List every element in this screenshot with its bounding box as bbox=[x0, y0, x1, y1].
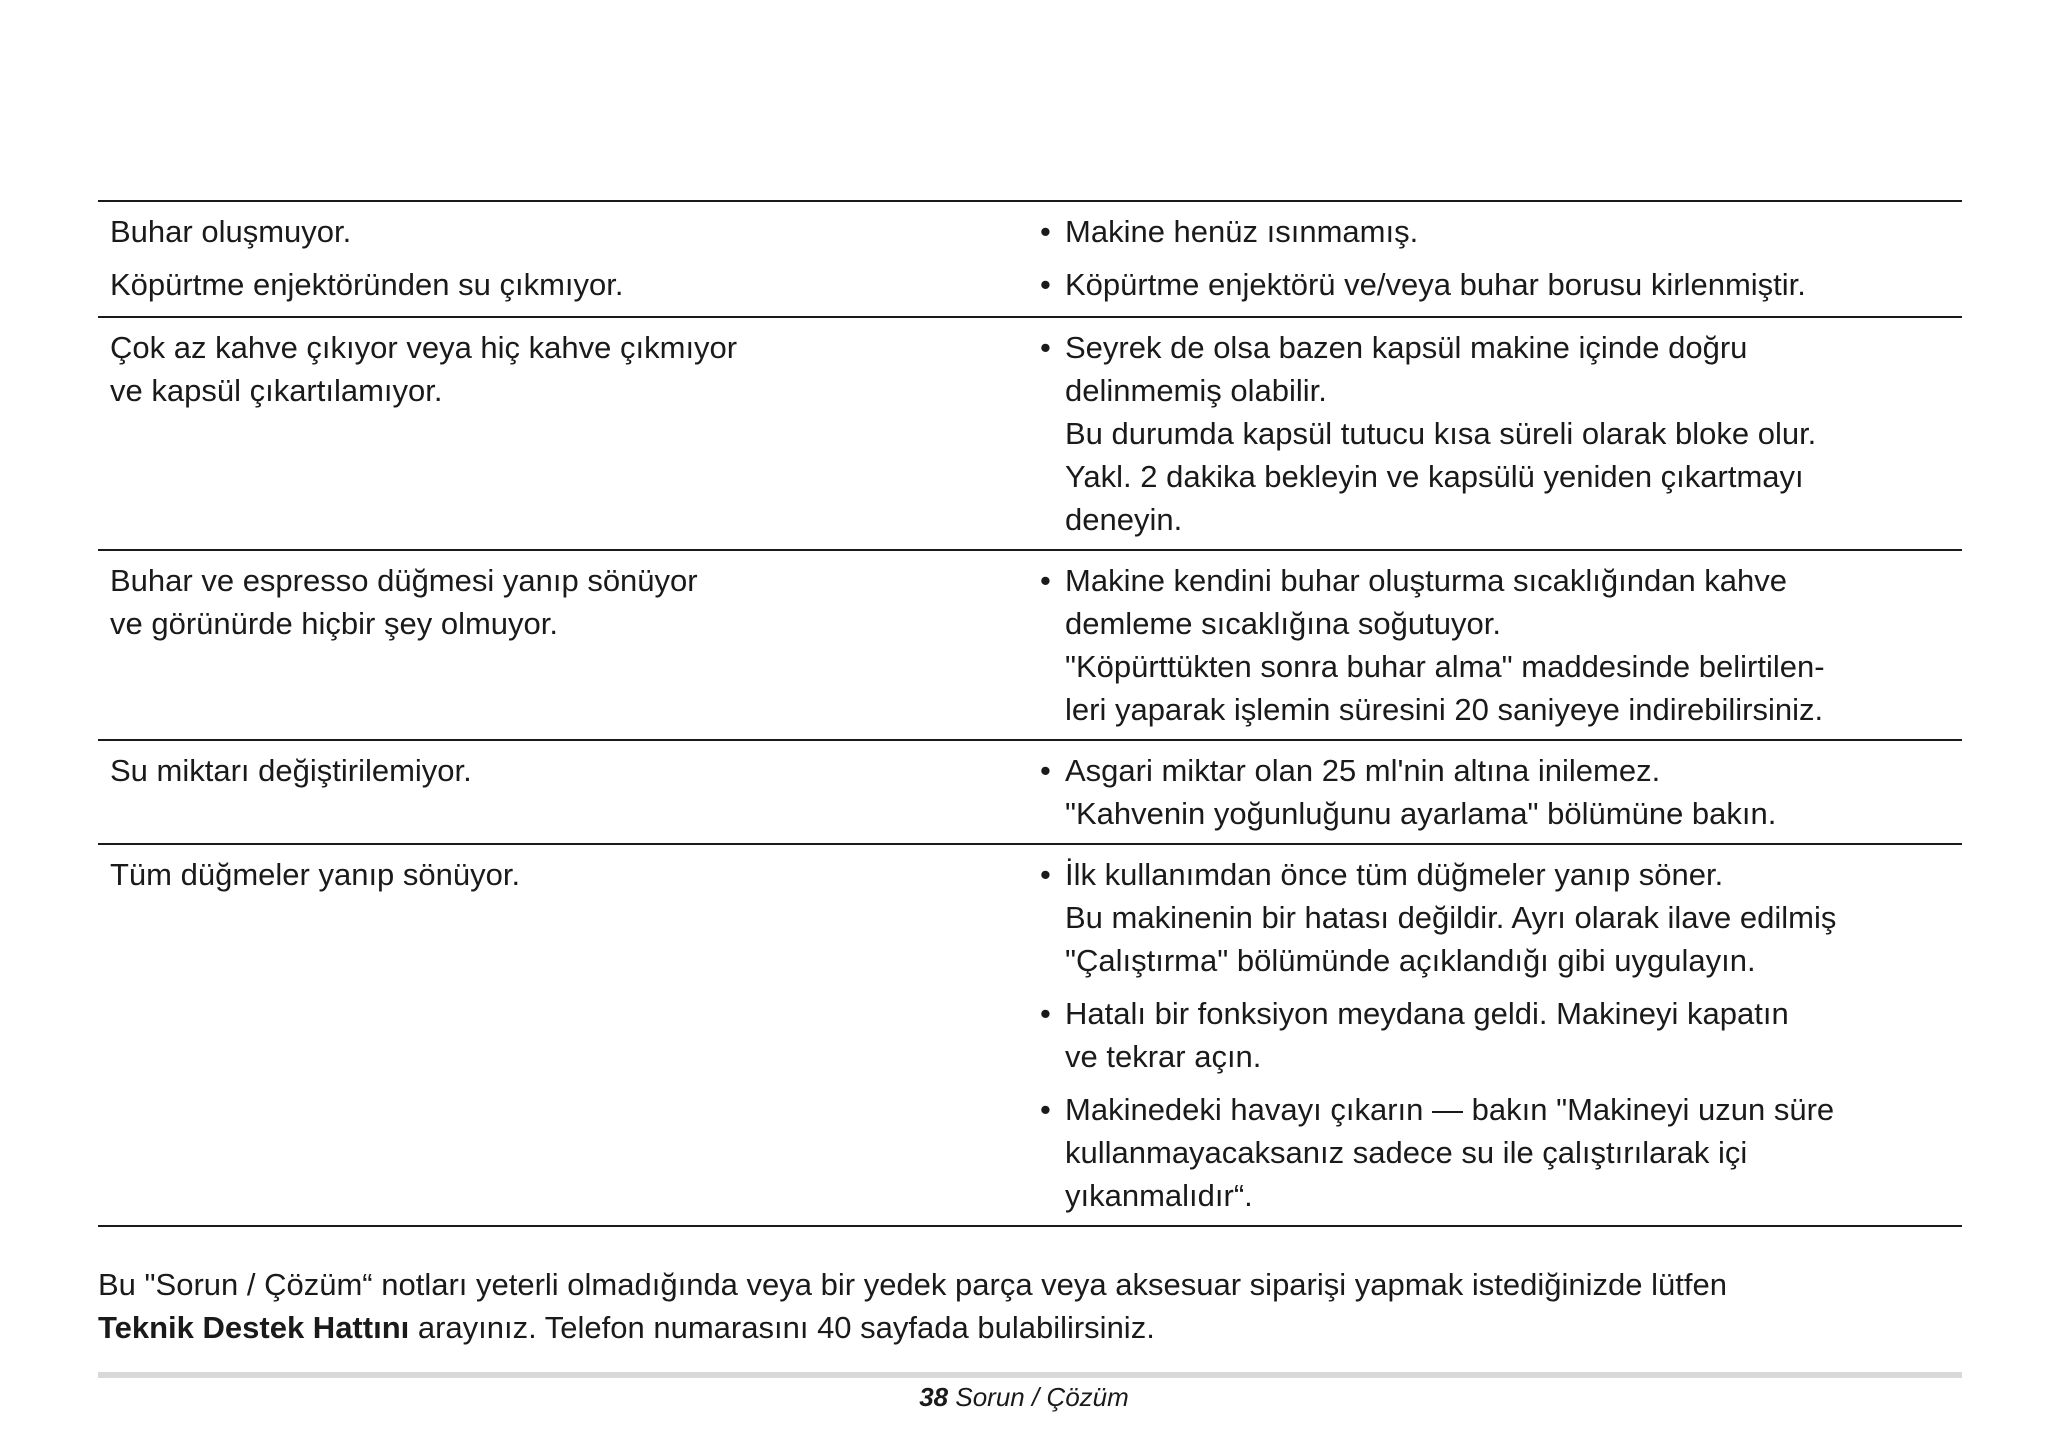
solution-item bbox=[1040, 326, 1962, 541]
table-row bbox=[98, 550, 1962, 740]
bullet: • bbox=[1040, 563, 1051, 598]
bullet: • bbox=[1040, 267, 1051, 302]
solution-cell bbox=[1040, 201, 1962, 317]
problem-text: Tüm düğmeler yanıp sönüyor. bbox=[110, 857, 521, 892]
solution-text: "Kahvenin yoğunluğunu ayarlama" bölümüne bakın. bbox=[1065, 796, 1777, 831]
solution-text: ve tekrar açın. bbox=[1065, 1039, 1262, 1074]
troubleshooting-page bbox=[98, 200, 1962, 1349]
problem-cell bbox=[98, 844, 1040, 1226]
support-hotline-label: Teknik Destek Hattını bbox=[98, 1310, 410, 1345]
support-note bbox=[98, 1263, 1962, 1349]
solution-item bbox=[1040, 853, 1962, 982]
solution-text: İlk kullanımdan önce tüm düğmeler yanıp söner. bbox=[1065, 857, 1724, 892]
table-row bbox=[98, 740, 1962, 844]
problem-text: ve kapsül çıkartılamıyor. bbox=[110, 373, 443, 408]
problem-text: ve görünürde hiçbir şey olmuyor. bbox=[110, 606, 559, 641]
solution-text: Hatalı bir fonksiyon meydana geldi. Makineyi kapatın bbox=[1065, 996, 1789, 1031]
page-number: 38 bbox=[919, 1382, 949, 1412]
problem-text: Buhar oluşmuyor. bbox=[110, 214, 352, 249]
footer-section-title: Sorun / Çözüm bbox=[948, 1382, 1129, 1412]
problem-text: Su miktarı değiştirilemiyor. bbox=[110, 753, 472, 788]
bullet: • bbox=[1040, 753, 1051, 788]
solution-item bbox=[1040, 1088, 1962, 1217]
solution-cell bbox=[1040, 550, 1962, 740]
solution-text: leri yaparak işlemin süresini 20 saniyeye indirebilirsiniz. bbox=[1065, 692, 1824, 727]
problem-cell bbox=[98, 740, 1040, 844]
solution-text: kullanmayacaksanız sadece su ile çalıştırılarak içi bbox=[1065, 1135, 1748, 1170]
support-note-rest: arayınız. Telefon numarasını 40 sayfada bulabilirsiniz. bbox=[409, 1310, 1155, 1345]
solution-text: Yakl. 2 dakika bekleyin ve kapsülü yeniden çıkartmayı bbox=[1065, 459, 1804, 494]
bullet: • bbox=[1040, 214, 1051, 249]
solution-text: "Çalıştırma" bölümünde açıklandığı gibi uygulayın. bbox=[1065, 943, 1756, 978]
solution-text: Asgari miktar olan 25 ml'nin altına inilemez. bbox=[1065, 753, 1661, 788]
support-note-line bbox=[98, 1306, 1962, 1349]
solution-item bbox=[1040, 263, 1962, 306]
problem-cell bbox=[98, 317, 1040, 550]
problem-text: Çok az kahve çıkıyor veya hiç kahve çıkmıyor bbox=[110, 330, 738, 365]
table-row bbox=[98, 317, 1962, 550]
solution-item bbox=[1040, 749, 1962, 835]
troubleshooting-table bbox=[98, 200, 1962, 1227]
problem-text: Buhar ve espresso düğmesi yanıp sönüyor bbox=[110, 563, 698, 598]
solution-text: deneyin. bbox=[1065, 502, 1183, 537]
solution-text: delinmemiş olabilir. bbox=[1065, 373, 1327, 408]
table-row bbox=[98, 201, 1962, 317]
solution-cell bbox=[1040, 317, 1962, 550]
solution-item bbox=[1040, 210, 1962, 253]
bullet: • bbox=[1040, 857, 1051, 892]
solution-item bbox=[1040, 559, 1962, 731]
solution-text: Makine kendini buhar oluşturma sıcaklığından kahve bbox=[1065, 563, 1788, 598]
table-row bbox=[98, 844, 1962, 1226]
support-note-line: Bu "Sorun / Çözüm“ notları yeterli olmadığında veya bir yedek parça veya aksesuar siparişi yapmak istediğinizde lütfen bbox=[98, 1267, 1727, 1302]
footer-divider bbox=[98, 1372, 1962, 1378]
solution-text: Bu makinenin bir hatası değildir. Ayrı olarak ilave edilmiş bbox=[1065, 900, 1837, 935]
solution-text: Köpürtme enjektörü ve/veya buhar borusu kirlenmiştir. bbox=[1065, 267, 1806, 302]
solution-text: Bu durumda kapsül tutucu kısa süreli olarak bloke olur. bbox=[1065, 416, 1817, 451]
page-footer bbox=[0, 1380, 2048, 1414]
solution-text: demleme sıcaklığına soğutuyor. bbox=[1065, 606, 1501, 641]
solution-text: Seyrek de olsa bazen kapsül makine içinde doğru bbox=[1065, 330, 1748, 365]
solution-item bbox=[1040, 992, 1962, 1078]
solution-text: Makinedeki havayı çıkarın — bakın "Makineyi uzun süre bbox=[1065, 1092, 1835, 1127]
solution-text: "Köpürttükten sonra buhar alma" maddesinde belirtilen- bbox=[1065, 649, 1825, 684]
solution-text: yıkanmalıdır“. bbox=[1065, 1178, 1253, 1213]
solution-cell bbox=[1040, 740, 1962, 844]
bullet: • bbox=[1040, 330, 1051, 365]
problem-text: Köpürtme enjektöründen su çıkmıyor. bbox=[110, 267, 624, 302]
bullet: • bbox=[1040, 1092, 1051, 1127]
solution-cell bbox=[1040, 844, 1962, 1226]
problem-cell bbox=[98, 201, 1040, 317]
problem-cell bbox=[98, 550, 1040, 740]
solution-text: Makine henüz ısınmamış. bbox=[1065, 214, 1419, 249]
bullet: • bbox=[1040, 996, 1051, 1031]
